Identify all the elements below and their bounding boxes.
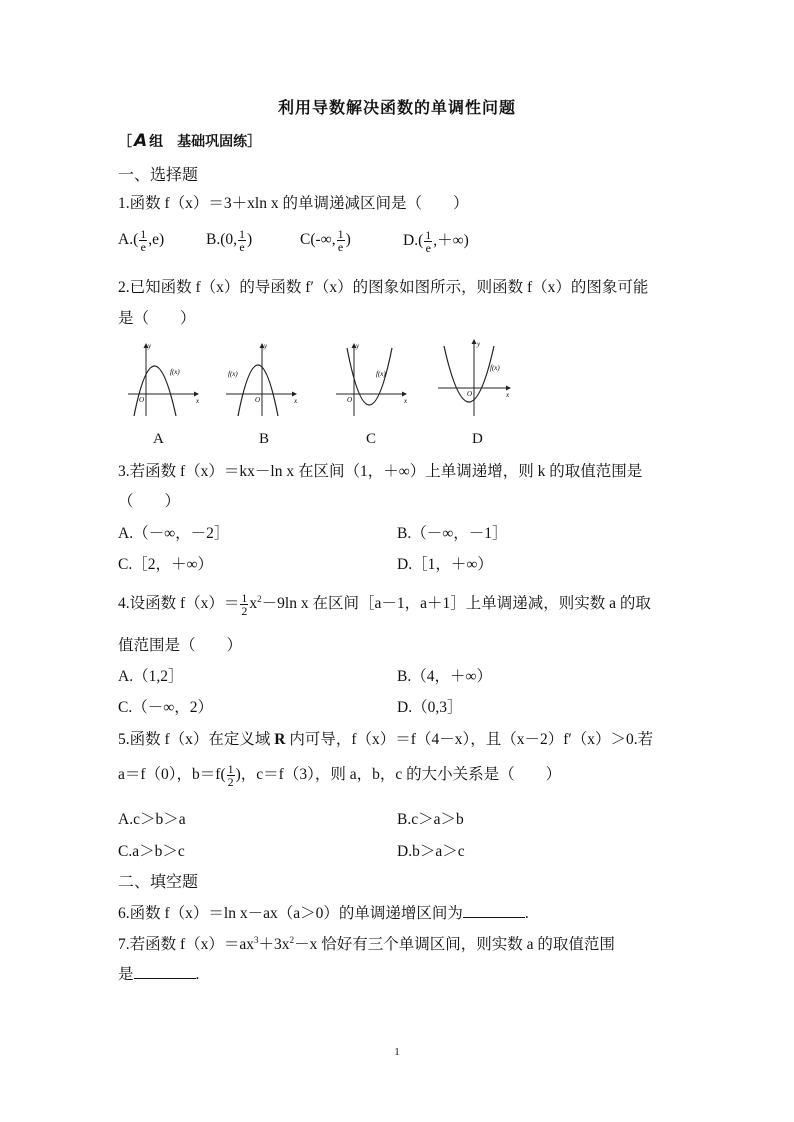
graph-b-x-label: x	[294, 397, 298, 405]
bracket-open: ［	[118, 134, 132, 150]
page-title: 利用导数解决函数的单调性问题	[277, 98, 516, 117]
graph-d	[434, 338, 514, 418]
page-number: 1	[394, 1046, 400, 1058]
graph-a	[124, 338, 204, 418]
question-4-option-d: D.（0,3］	[397, 699, 463, 716]
question-3-line2: （ ）	[118, 493, 181, 510]
graph-b-y-label: y	[264, 342, 268, 350]
question-5-option-a: A.c＞b＞a	[118, 811, 186, 828]
graph-b-origin: O	[255, 396, 261, 404]
question-5-line1: 5.函数 f（x）在定义域 R 内可导，f（x）＝f（4－x），且（x－2）f′（x）＞0.若	[118, 731, 654, 748]
question-4-line1: 4.设函数 f（x）＝ $\frac{1}{2}$ $x^2-9\ln$ x 在区间［a－1，a＋1］上单调递减，则实数 a 的取	[118, 590, 651, 618]
question-5-option-c: C.a＞b＞c	[118, 843, 185, 860]
section-fill-title: 二、填空题	[118, 872, 199, 891]
graph-b-y-axis	[260, 343, 265, 416]
bracket-close: ］	[247, 134, 262, 150]
question-4-option-a: A.（1,2］	[118, 668, 184, 685]
question-2-line1: 2.已知函数 f（x）的导函数 f′（x）的图象如图所示，则函数 f（x）的图象可能	[118, 279, 649, 296]
question-5-line2: a＝f（0），b＝f( $\frac{1}{2}$ )，c＝f（3），则 a，b，c 的大小关系是（ ）	[118, 761, 562, 789]
section-choice-title: 一、选择题	[118, 165, 199, 184]
question-1-option-c: C(-∞, $\frac{1}{e}$ )	[300, 227, 351, 254]
graph-b	[222, 338, 302, 418]
question-1-option-d: D.( $\frac{1}{e}$ ,＋∞)	[403, 227, 469, 255]
graph-c-label: C	[366, 431, 377, 447]
question-4-line2: 值范围是（ ）	[118, 637, 243, 654]
graph-d-x-label: x	[506, 391, 510, 399]
graph-c-origin: O	[347, 396, 353, 404]
question-3-option-a: A.（－∞，－2］	[118, 525, 230, 542]
group-label: 组 基础巩固练	[149, 134, 248, 150]
question-1-option-a: A.( $\frac{1}{e}$ ,e)	[118, 227, 165, 254]
graph-c-x-label: x	[404, 397, 408, 405]
graph-c-y-label: y	[356, 342, 360, 350]
graph-a-label: A	[153, 431, 164, 447]
graph-b-label: B	[259, 431, 270, 447]
graph-d-y-label: y	[477, 340, 481, 348]
question-4-option-b: B.（4，＋∞）	[397, 668, 493, 685]
question-3-line1: 3.若函数 f（x）＝kx－ln x 在区间（1，＋∞）上单调递增，则 k 的取值范围是	[118, 463, 643, 480]
question-5-option-b: B.c＞a＞b	[397, 811, 464, 828]
graph-b-curve	[238, 365, 278, 416]
question-7-line2: 是 .	[118, 966, 200, 983]
question-6: 6.函数 f（x）＝ln x－ax（a＞0）的单调递增区间为 .	[118, 905, 529, 922]
group-logo: A	[134, 131, 148, 151]
question-1-option-b: B.(0, $\frac{1}{e}$ )	[206, 227, 253, 254]
graph-d-origin: O	[467, 390, 473, 398]
question-7-blank[interactable]	[134, 964, 196, 979]
graph-d-label: D	[472, 431, 483, 447]
graph-b-func-label: f(x)	[228, 370, 238, 378]
question-7-line1: 7.若函数 $f(x)=ax^3+3x^2-x$ 恰好有三个单调区间，则实数 a 的取值范围	[118, 934, 615, 953]
graph-d-func-label: f(x)	[490, 364, 500, 372]
question-3-option-b: B.（－∞，－1］	[397, 525, 508, 542]
question-5-option-d: D.b＞a＞c	[397, 843, 465, 860]
question-6-blank[interactable]	[463, 903, 525, 918]
question-3-option-c: C.［2，＋∞）	[118, 556, 214, 573]
graph-c	[332, 338, 412, 418]
graph-a-y-label: y	[148, 342, 152, 350]
question-2-line2: 是（ ）	[118, 310, 196, 327]
graph-c-func-label: f(x)	[376, 370, 386, 378]
question-1-text: 1.函数 f（x）＝3＋xln x 的单调递减区间是（ ）	[118, 195, 469, 212]
graph-d-y-axis	[472, 339, 477, 416]
graph-a-origin: O	[139, 396, 145, 404]
question-4-option-c: C.（－∞，2）	[118, 699, 214, 716]
graph-a-x-label: x	[196, 397, 200, 405]
graph-a-func-label: f(x)	[170, 368, 180, 376]
group-header	[118, 131, 261, 151]
question-3-option-d: D.［1，＋∞）	[397, 556, 493, 573]
